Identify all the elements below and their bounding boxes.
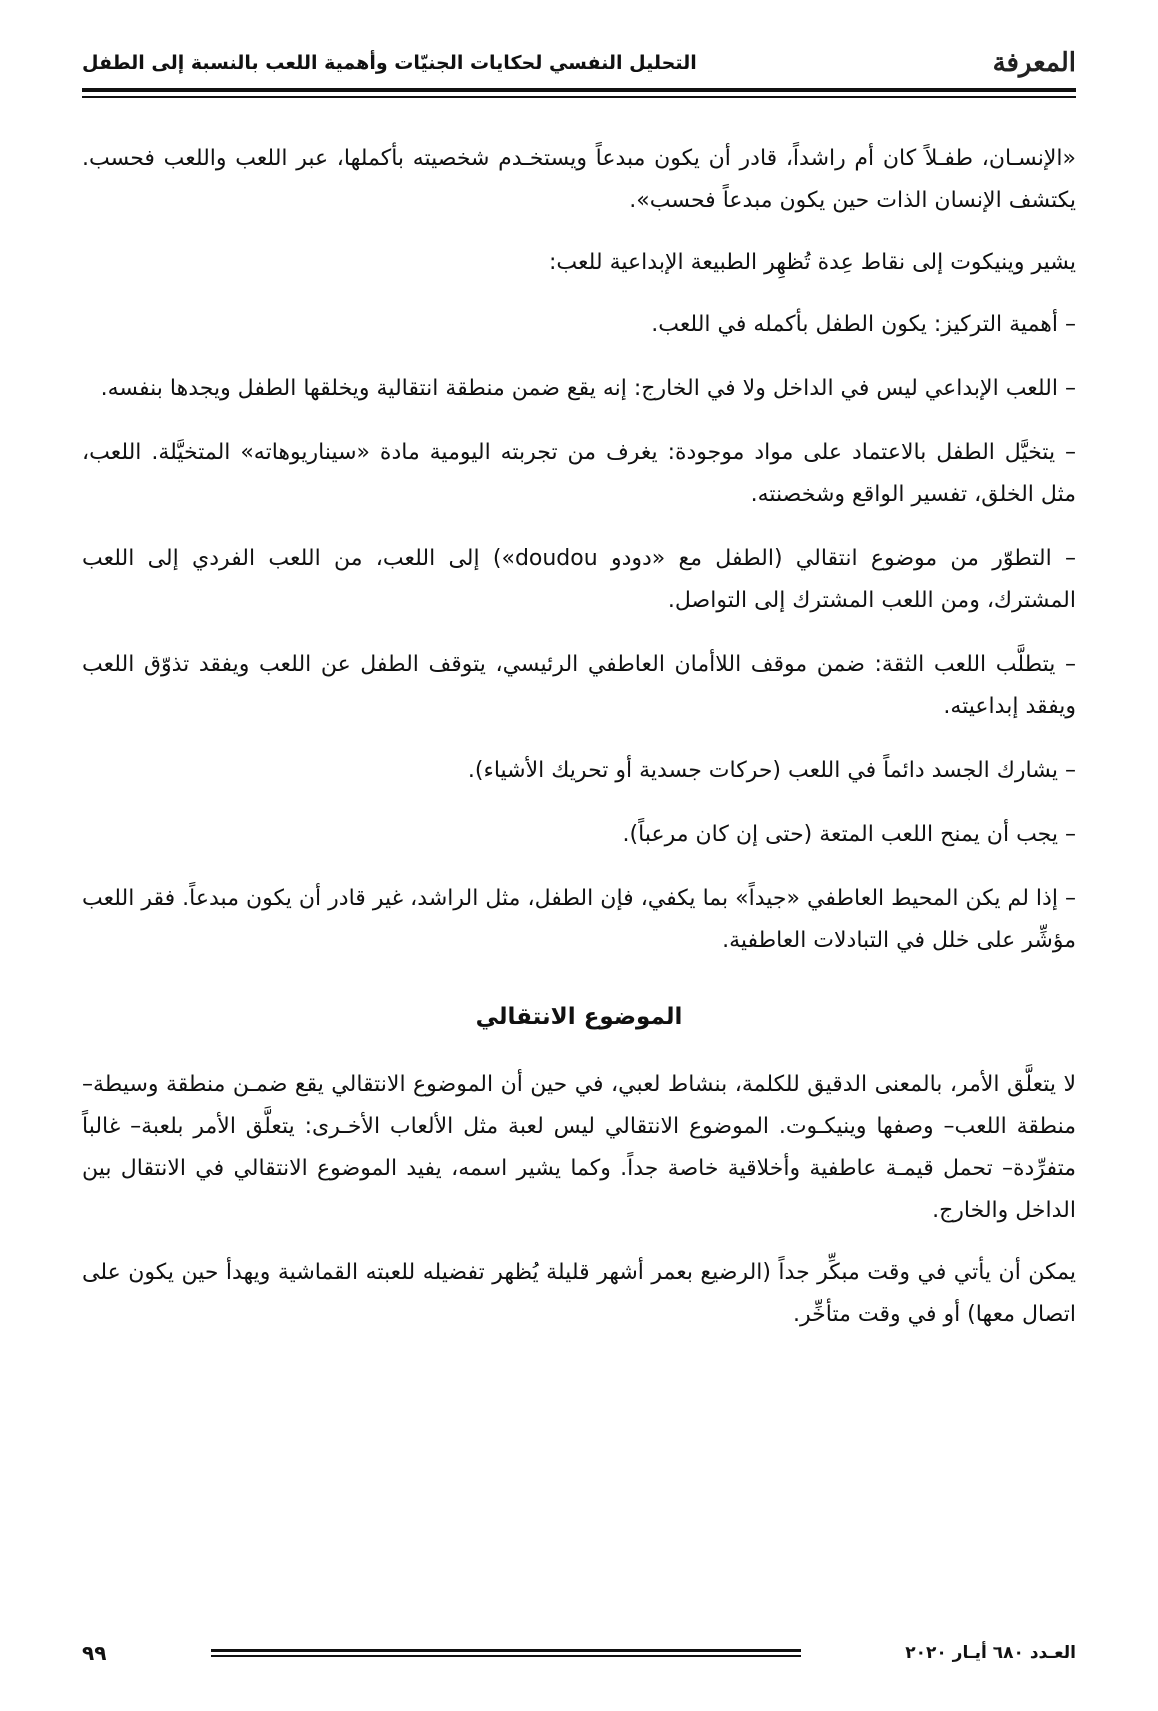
paragraph: لا يتعلَّق الأمر، بالمعنى الدقيق للكلمة، بنشاط لعبي، في حين أن الموضوع الانتقالي يقع ضمـن منطقة وسيطة– منطقة اللعب– وصفها وينيكـوت. الموضوع الانتقالي ليس لعبة مثل الألعاب الأخـرى: يتعلَّق الأمر بلعبة– غالباً متفرِّدة– تحمل قيمـة عاطفية وأخلاقية خاصة جداً. وكما يشير اسمه، يفيد الموضوع الانتقالي في الانتقال بين الداخل والخارج. [82, 1072, 1076, 1223]
page-header [82, 44, 1076, 82]
list-item: – التطوّر من موضوع انتقالي (الطفل مع «دودو doudou») إلى اللعب، من اللعب الفردي إلى اللعب المشترك، ومن اللعب المشترك إلى التواصل. [82, 546, 1076, 613]
list-item: – أهمية التركيز: يكون الطفل بأكمله في اللعب. [651, 312, 1076, 337]
paragraph: يشير وينيكوت إلى نقاط عِدة تُظهِر الطبيعة الإبداعية للعب: [549, 250, 1076, 275]
article-body [82, 138, 1076, 1356]
journal-logo: المعرفة [992, 48, 1076, 78]
list-item: – إذا لم يكن المحيط العاطفي «جيداً» بما يكفي، فإن الطفل، مثل الراشد، غير قادر أن يكون مبدعاً. فقر اللعب مؤشِّر على خلل في التبادلات العاطفية. [82, 886, 1076, 953]
issue-info: العـدد ٦٨٠ أيـار ٢٠٢٠ [905, 1643, 1076, 1663]
page-number: ٩٩ [82, 1641, 107, 1665]
list-item: – يتخيَّل الطفل بالاعتماد على مواد موجودة: يغرف من تجربته اليومية مادة «سيناريوهاته» المتخيَّلة. اللعب، مثل الخلق، تفسير الواقع وشخصنته. [82, 440, 1076, 507]
header-rule-thin [82, 96, 1076, 98]
list-item: – اللعب الإبداعي ليس في الداخل ولا في الخارج: إنه يقع ضمن منطقة انتقالية ويخلقها الطفل ويجدها بنفسه. [100, 376, 1076, 401]
list-item: – يشارك الجسد دائماً في اللعب (حركات جسدية أو تحريك الأشياء). [467, 758, 1076, 783]
footer-rule [211, 1647, 801, 1659]
running-title: التحليل النفسي لحكايات الجنيّات وأهمية اللعب بالنسبة إلى الطفل [82, 52, 697, 74]
section-title: الموضوع الانتقالي [475, 1004, 683, 1030]
list-item: – يجب أن يمنح اللعب المتعة (حتى إن كان مرعباً). [622, 822, 1076, 847]
paragraph: «الإنسـان، طفـلاً كان أم راشداً، قادر أن يكون مبدعاً ويستخـدم شخصيته بأكملها، عبر اللعب واللعب فحسب. يكتشف الإنسان الذات حين يكون مبدعاً فحسب». [82, 146, 1076, 213]
page-footer [82, 1638, 1076, 1668]
paragraph: يمكن أن يأتي في وقت مبكِّر جداً (الرضيع بعمر أشهر قليلة يُظهر تفضيله للعبته القماشية ويهدأ حين يكون على اتصال معها) أو في وقت متأخِّر. [82, 1260, 1076, 1327]
header-rule-thick [82, 88, 1076, 92]
list-item: – يتطلَّب اللعب الثقة: ضمن موقف اللاأمان العاطفي الرئيسي، يتوقف الطفل عن اللعب ويفقد تذوّق اللعب ويفقد إبداعيته. [82, 652, 1076, 719]
